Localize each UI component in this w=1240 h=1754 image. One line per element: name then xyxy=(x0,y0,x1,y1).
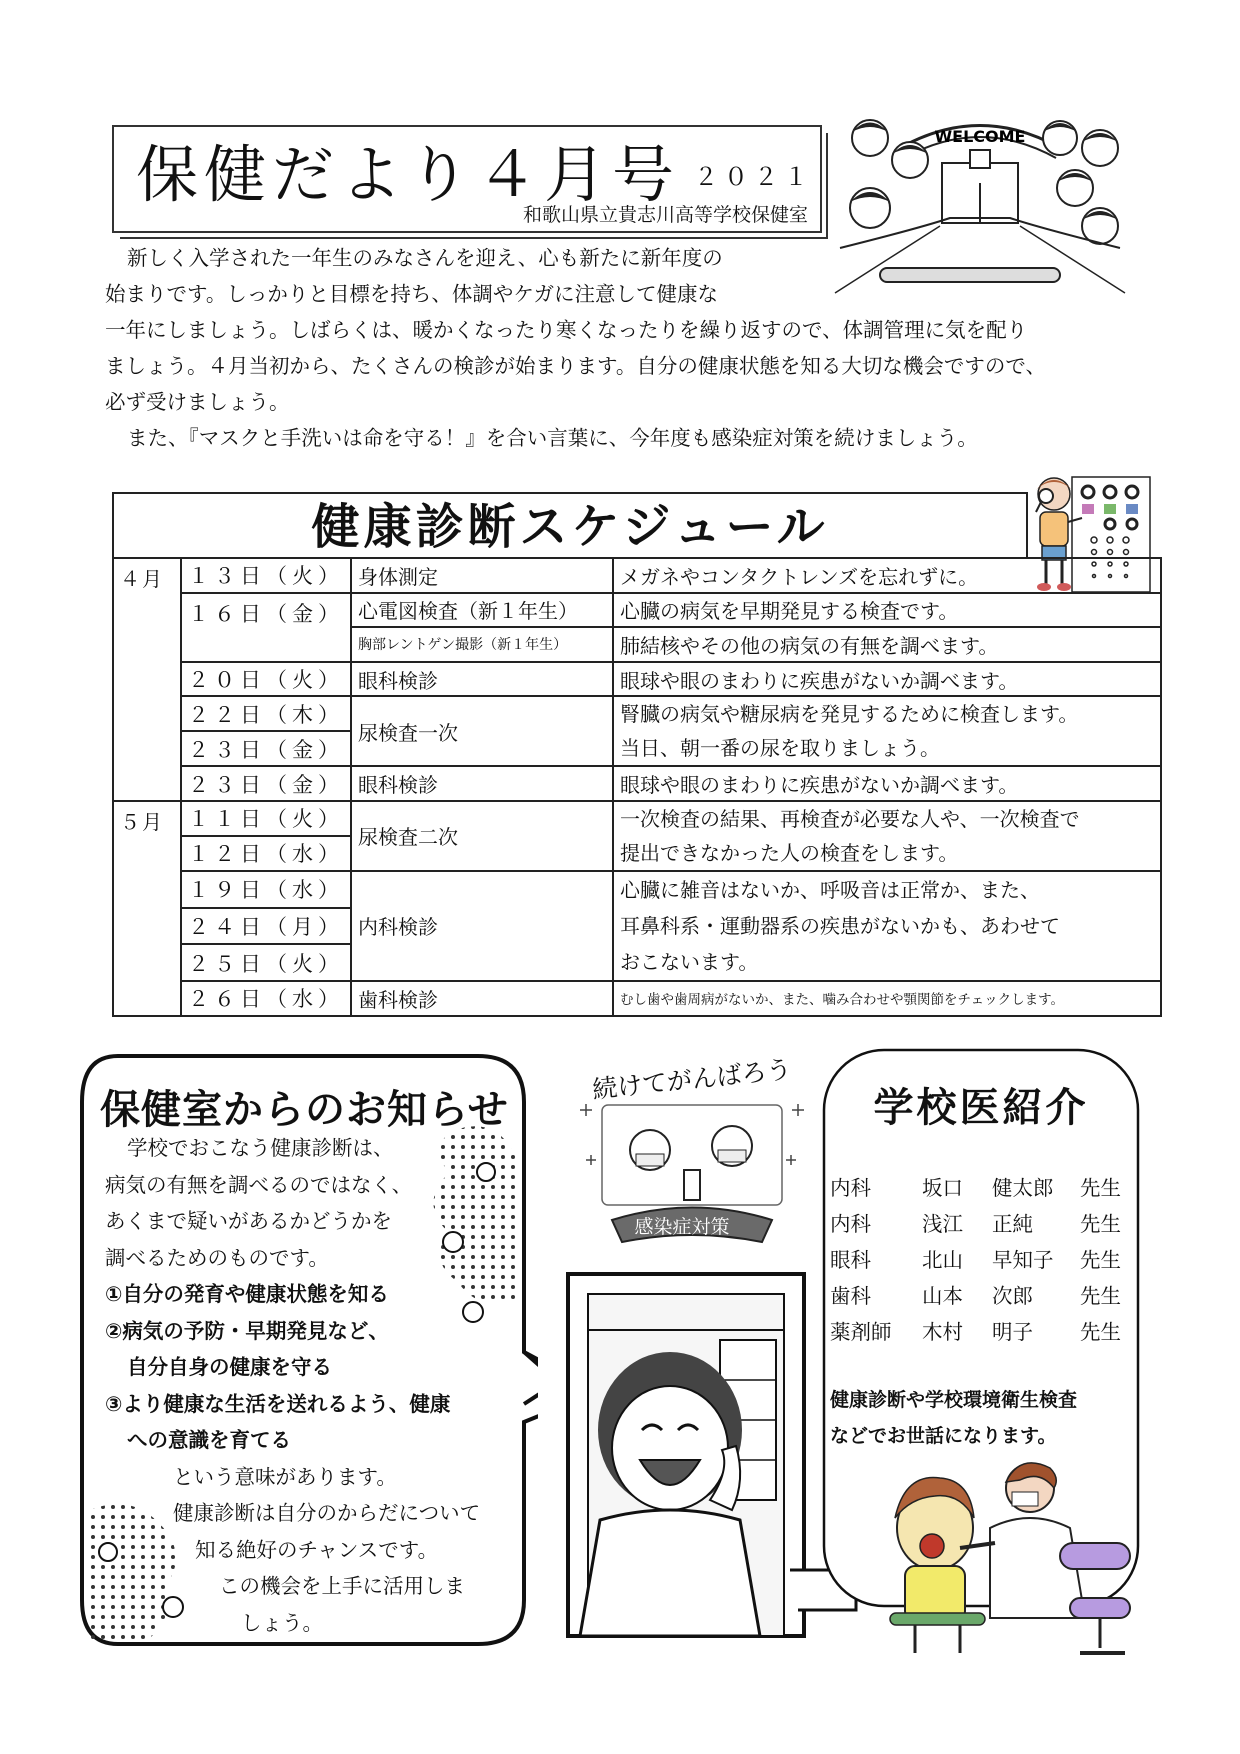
date-cell: ２４日（月） xyxy=(181,908,351,945)
doctor-suffix: 先生 xyxy=(1080,1176,1121,1200)
note-cell xyxy=(613,801,1161,871)
intro-line: 新しく入学された一年生のみなさんを迎え、心も新たに新年度の xyxy=(127,246,723,270)
intro-line: 一年にしましょう。しばらくは、暖かくなったり寒くなったりを繰り返すので、体調管理に気を配り xyxy=(105,318,1028,342)
doctors-title: 学校医紹介 xyxy=(873,1085,1089,1131)
table-row xyxy=(113,593,1161,628)
note-cell xyxy=(613,871,1161,981)
note-line: 腎臓の病気や糖尿病を発見するために検査します。 xyxy=(620,702,1079,727)
exam-cell: 尿検査二次 xyxy=(351,801,613,871)
intro-line: 始まりです。しっかりと目標を持ち、体調やケガに注意して健康な xyxy=(105,282,718,306)
doctors-note-line: などでお世話になります。 xyxy=(830,1425,1057,1447)
table-row xyxy=(113,662,1161,697)
note-cell xyxy=(613,696,1161,766)
note-cell: 眼球や眼のまわりに疾患がないか調べます。 xyxy=(613,662,1161,697)
issue-year: ２０２１ xyxy=(694,163,814,191)
note-cell: むし歯や歯周病がないか、また、噛み合わせや顎関節をチェックします。 xyxy=(613,981,1161,1016)
doctor-given-name: 早知子 xyxy=(992,1248,1054,1272)
doctor-family-name: 木村 xyxy=(922,1320,963,1344)
doctor-family-name: 北山 xyxy=(922,1248,963,1272)
exam-cell: 歯科検診 xyxy=(351,981,613,1016)
notice-line: しょう。 xyxy=(241,1610,323,1635)
doctor-suffix: 先生 xyxy=(1080,1320,1121,1344)
doctor-dept: 内科 xyxy=(830,1176,871,1200)
exam-cell: 内科検診 xyxy=(351,871,613,981)
date-cell: １６日（金） xyxy=(181,593,351,662)
notice-line: ③より健康な生活を送れるよう、健康 xyxy=(105,1391,451,1416)
doctor-given-name: 正純 xyxy=(992,1212,1033,1236)
schedule-table xyxy=(112,557,1162,1017)
badge-label: 感染症対策 xyxy=(634,1216,730,1238)
month-cell: ４月 xyxy=(113,558,181,801)
dentist-illustration xyxy=(870,1448,1140,1658)
notice-line: あくまで疑いがあるかどうかを xyxy=(105,1209,392,1233)
doctor-given-name: 次郎 xyxy=(992,1284,1033,1308)
doctor-given-name: 明子 xyxy=(992,1320,1033,1344)
intro-line: ましょう。４月当初から、たくさんの検診が始まります。自分の健康状態を知る大切な機会ですので、 xyxy=(105,354,1046,378)
date-cell: ２３日（金） xyxy=(181,766,351,801)
doctor-family-name: 坂口 xyxy=(922,1176,963,1200)
date-cell: １３日（火） xyxy=(181,558,351,593)
note-line: おこないます。 xyxy=(620,949,759,974)
doctors-note-line: 健康診断や学校環境衛生検査 xyxy=(830,1389,1078,1411)
intro-line: また、『マスクと手洗いは命を守る！』を合い言葉に、今年度も感染症対策を続けましょう。 xyxy=(127,426,978,450)
note-line: 心臓に雑音はないか、呼吸音は正常か、また、 xyxy=(620,877,1040,902)
notice-line: 自分自身の健康を守る xyxy=(127,1355,332,1379)
table-row xyxy=(113,801,1161,836)
doctor-suffix: 先生 xyxy=(1080,1212,1121,1236)
exam-cell: 眼科検診 xyxy=(351,766,613,801)
doctor-family-name: 山本 xyxy=(922,1284,963,1308)
notice-line: この機会を上手に活用しま xyxy=(219,1574,465,1598)
doctor-dept: 薬剤師 xyxy=(830,1320,892,1344)
note-cell: 眼球や眼のまわりに疾患がないか調べます。 xyxy=(613,766,1161,801)
table-row xyxy=(113,696,1161,731)
school-name: 和歌山県立貴志川高等学校保健室 xyxy=(522,204,808,226)
exam-cell: 心電図検査（新１年生） xyxy=(351,593,613,628)
note-line: 当日、朝一番の尿を取りましょう。 xyxy=(620,736,940,761)
date-cell: ２３日（金） xyxy=(181,731,351,766)
notice-line: への意識を育てる xyxy=(127,1428,291,1452)
notice-line: 健康診断は自分のからだについて xyxy=(173,1501,481,1525)
welcome-sign-text: WELCOME xyxy=(934,127,1026,146)
badge-top-text: 続けてがんばろう xyxy=(590,1054,793,1105)
date-cell: ２２日（木） xyxy=(181,696,351,731)
table-row xyxy=(113,766,1161,801)
notice-line: 知る絶好のチャンスです。 xyxy=(195,1537,439,1562)
date-cell: ２０日（火） xyxy=(181,662,351,697)
doctors-note xyxy=(830,1382,1077,1454)
schedule-title: 健康診断スケジュール xyxy=(311,499,829,555)
note-line: 提出できなかった人の検査をします。 xyxy=(620,840,959,865)
table-row xyxy=(113,871,1161,908)
exam-cell: 胸部レントゲン撮影（新１年生） xyxy=(351,627,613,662)
exam-cell: 尿検査一次 xyxy=(351,696,613,766)
nurse-illustration xyxy=(560,1270,865,1640)
doctor-dept: 内科 xyxy=(830,1212,871,1236)
date-cell: １９日（水） xyxy=(181,871,351,908)
note-cell: メガネやコンタクトレンズを忘れずに。 xyxy=(613,558,1161,593)
note-line: 耳鼻科系・運動器系の疾患がないかも、あわせて xyxy=(620,913,1060,938)
notice-line: 学校でおこなう健康診断は、 xyxy=(127,1136,394,1160)
notice-text xyxy=(105,1130,545,1641)
intro-text xyxy=(105,240,1145,456)
doctor-dept: 歯科 xyxy=(830,1284,871,1308)
notice-line: ①自分の発育や健康状態を知る xyxy=(105,1282,389,1306)
doctor-suffix: 先生 xyxy=(1080,1284,1121,1308)
notice-title: 保健室からのお知らせ xyxy=(100,1087,509,1133)
doctor-given-name: 健太郎 xyxy=(992,1176,1054,1200)
date-cell: １２日（水） xyxy=(181,836,351,871)
exam-cell: 眼科検診 xyxy=(351,662,613,697)
title-box xyxy=(112,125,822,233)
month-cell: ５月 xyxy=(113,801,181,1016)
notice-line: 病気の有無を調べるのではなく、 xyxy=(105,1172,413,1197)
date-cell: ２５日（火） xyxy=(181,944,351,981)
schedule-title-box xyxy=(112,492,1028,557)
table-row xyxy=(113,558,1161,593)
notice-line: という意味があります。 xyxy=(173,1464,397,1489)
doctor-dept: 眼科 xyxy=(830,1248,871,1272)
date-cell: １１日（火） xyxy=(181,801,351,836)
doctor-suffix: 先生 xyxy=(1080,1248,1121,1272)
intro-line: 必ず受けましょう。 xyxy=(105,390,290,414)
exam-cell: 身体測定 xyxy=(351,558,613,593)
page-title: 保健だより４月号 xyxy=(136,138,681,211)
note-cell: 肺結核やその他の病気の有無を調べます。 xyxy=(613,627,1161,662)
date-cell: ２６日（水） xyxy=(181,981,351,1016)
doctor-family-name: 浅江 xyxy=(922,1212,963,1236)
table-row xyxy=(113,981,1161,1016)
note-cell: 心臓の病気を早期発見する検査です。 xyxy=(613,593,1161,628)
notice-line: 調べるためのものです。 xyxy=(105,1245,329,1270)
notice-line: ②病気の予防・早期発見など、 xyxy=(105,1318,389,1343)
note-line: 一次検査の結果、再検査が必要な人や、一次検査で xyxy=(620,806,1080,831)
